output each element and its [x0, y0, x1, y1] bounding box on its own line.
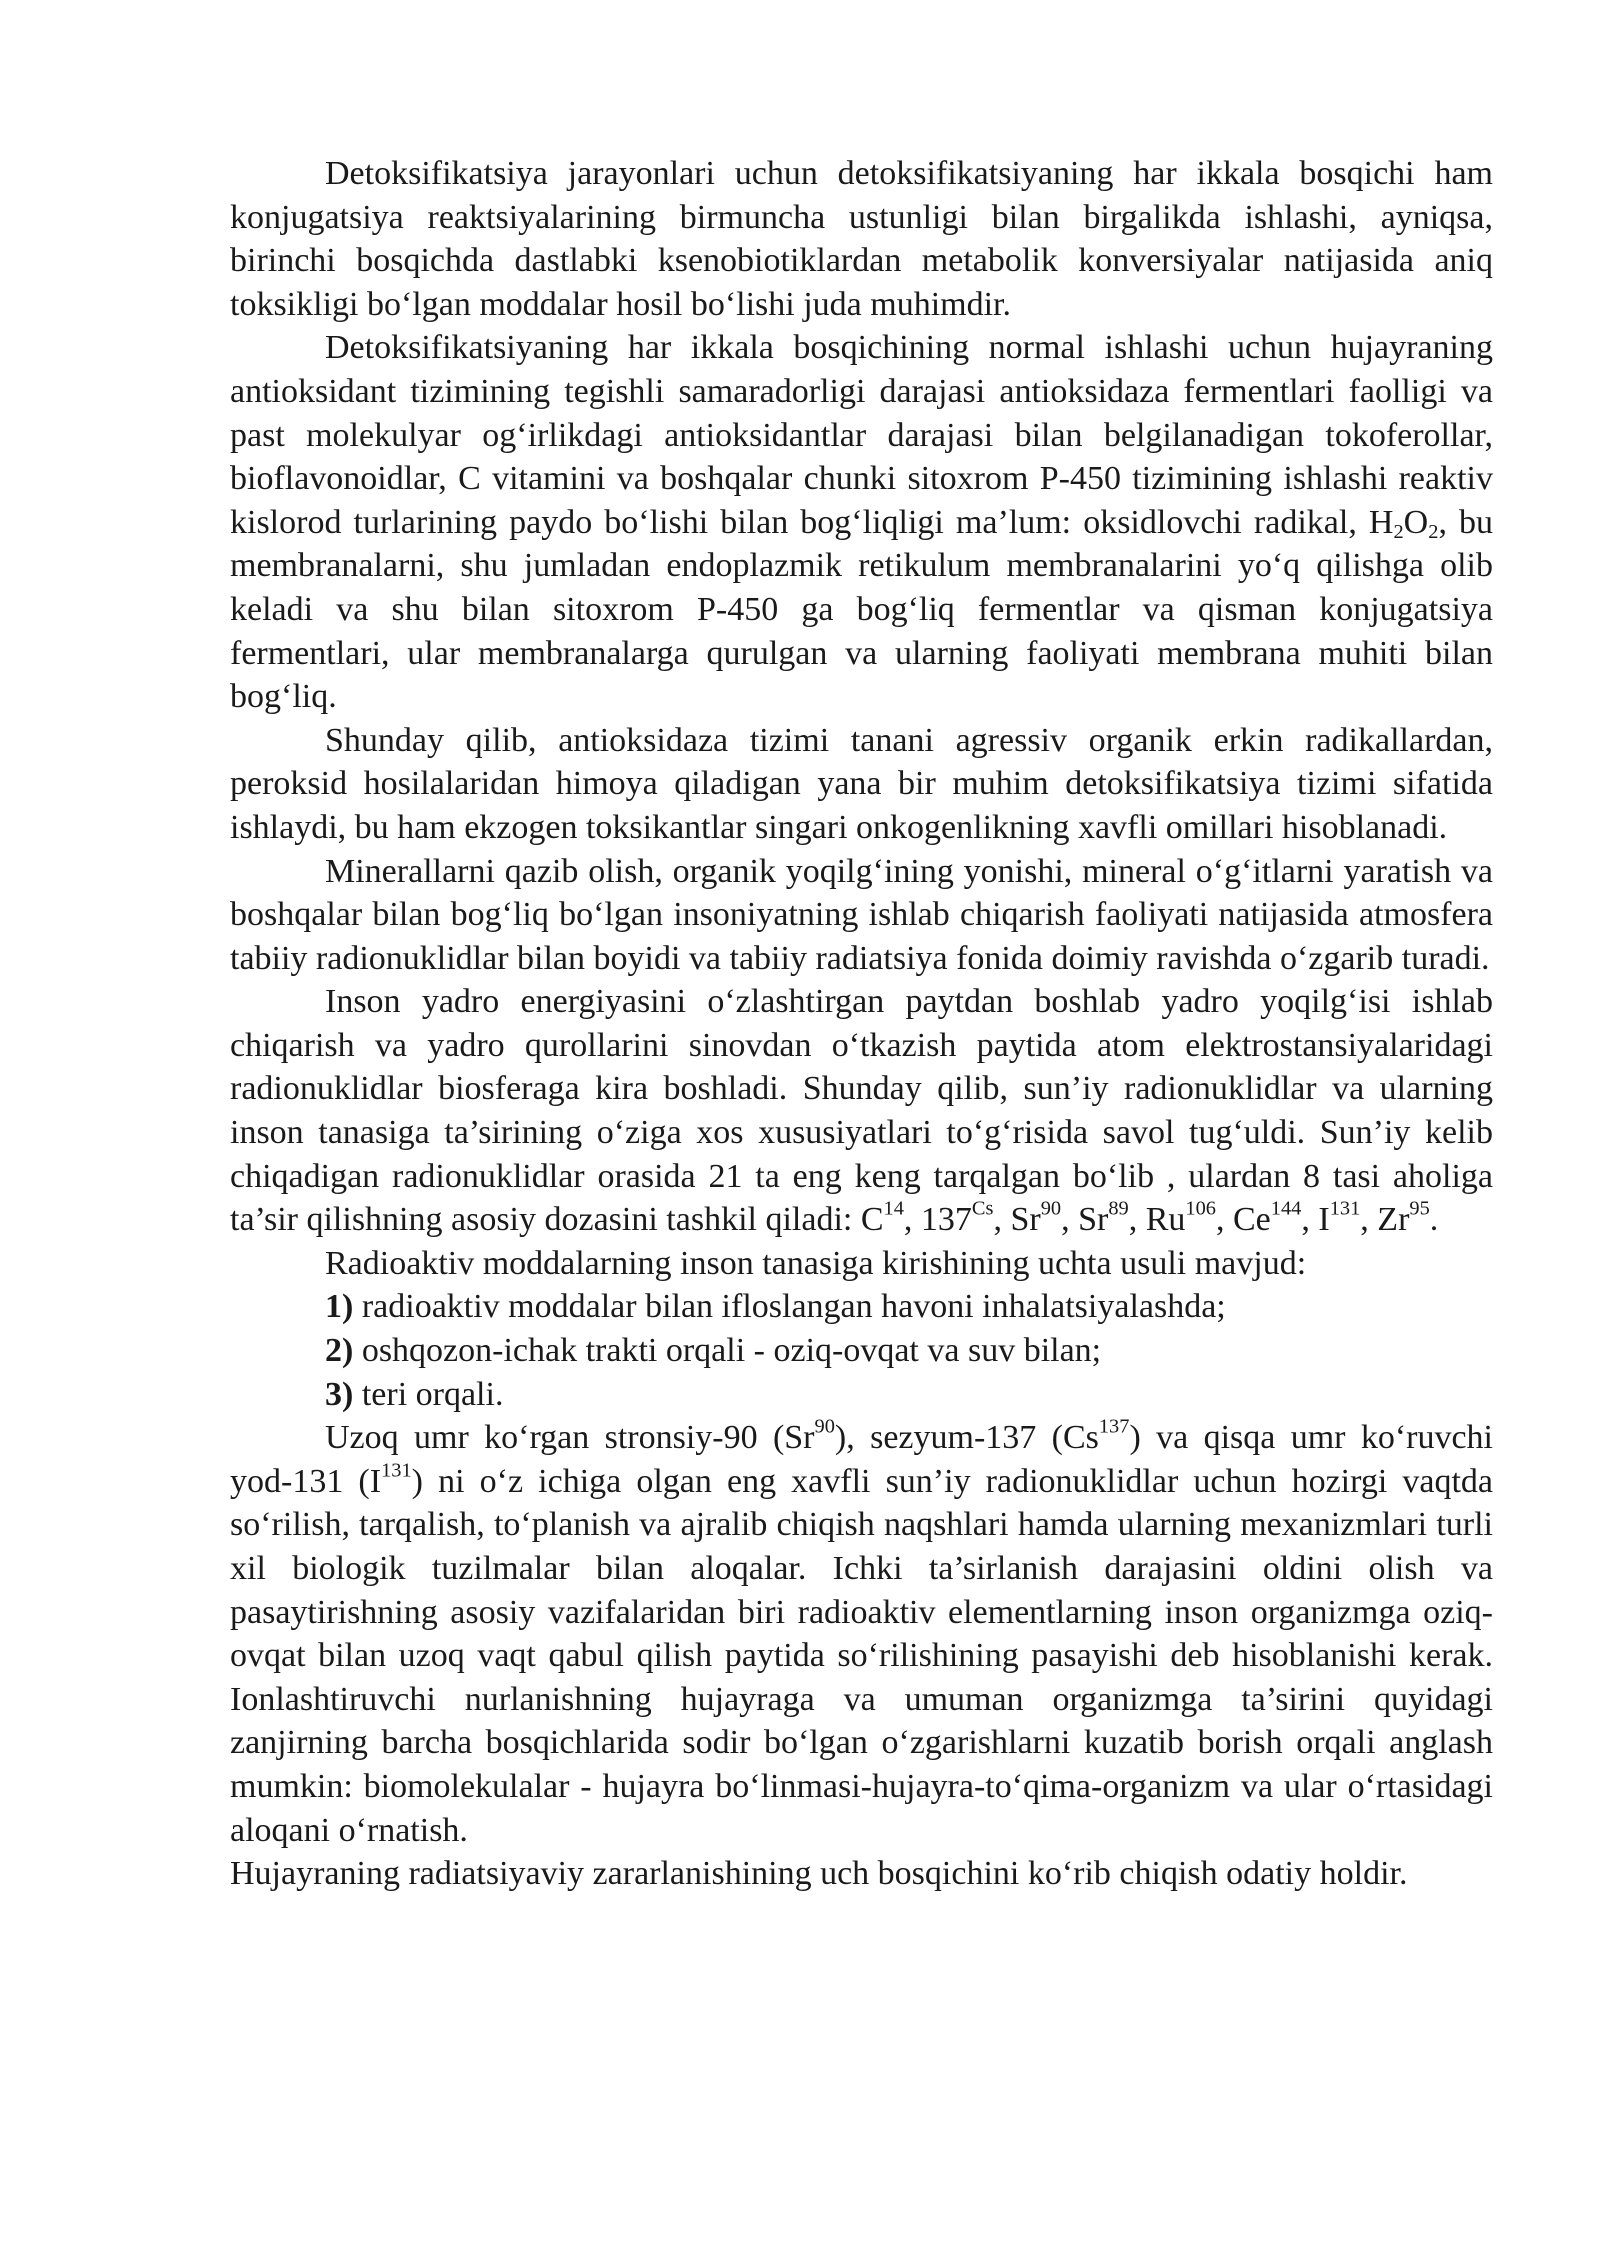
list-item-text: teri orqali.	[353, 1375, 504, 1413]
isotope-superscript: 106	[1185, 1197, 1216, 1220]
isotope-list	[860, 1197, 1439, 1239]
isotope-separator: ,	[1301, 1201, 1319, 1239]
isotope-superscript: 89	[1108, 1197, 1129, 1220]
text-segment: ) va qisqa umr koʻruvchi yod-131 (I	[230, 1419, 1493, 1500]
list-item-number: 3)	[325, 1375, 354, 1413]
isotope-superscript: 14	[883, 1197, 904, 1220]
superscript: 131	[381, 1459, 412, 1482]
paragraph-long-lived-radionuclides	[230, 1416, 1493, 1852]
isotope-separator: ,	[1360, 1201, 1378, 1239]
paragraph-artificial-radionuclides	[230, 980, 1493, 1242]
paragraph-antioxidase-protection: Shunday qilib, antioksidaza tizimi tanani agressiv organik erkin radikallardan, peroksid hosilalaridan himoya qiladigan yana bir muhim detoksifikatsiya tizimi sifatida ishlaydi, bu ham ekzogen toksikantlar singari onkogenlikning xavfli omillari hisoblanadi.	[230, 721, 1493, 846]
isotope-superscript: 95	[1409, 1197, 1430, 1220]
list-item-text: radioaktiv moddalar bilan ifloslangan havoni inhalatsiyalashda;	[353, 1288, 1226, 1326]
isotope-symbol: 137	[920, 1201, 972, 1239]
isotope-separator: ,	[903, 1201, 921, 1239]
list-item-number: 2)	[325, 1332, 354, 1370]
isotope-separator: ,	[1216, 1201, 1233, 1239]
isotope-symbol: C	[860, 1201, 884, 1239]
isotope-superscript: Cs	[971, 1197, 994, 1220]
isotope-symbol: I	[1318, 1201, 1330, 1239]
list-item	[230, 1329, 1493, 1373]
isotope-separator: ,	[1128, 1201, 1146, 1239]
list-item-text: oshqozon-ichak trakti orqali - oziq-ovqat va suv bilan;	[353, 1332, 1102, 1370]
subscript: 2	[1428, 520, 1439, 543]
text-segment: ), sezyum-137 (Cs	[834, 1419, 1099, 1457]
isotope-superscript: 144	[1270, 1197, 1302, 1220]
paragraph-entry-routes: Radioaktiv moddalarning inson tanasiga kirishining uchta usuli mavjud:	[325, 1244, 1307, 1282]
isotope-separator: ,	[1061, 1201, 1079, 1239]
isotope-symbol: Sr	[1078, 1201, 1109, 1239]
text-segment: , bu membranalarni, shu jumladan endoplazmik retikulum membranalarini yoʻq qilishga olib keladi va shu bilan sitoxrom P-450 ga bogʻliq fermentlar va qisman konjugatsiya fermentlari, ular membranalarga qurulgan va ularning faoliyati membrana muhiti bilan bogʻliq.	[230, 503, 1494, 716]
list-item-number: 1)	[325, 1288, 354, 1326]
paragraph-detoxification-stages: Detoksifikatsiya jarayonlari uchun detoksifikatsiyaning har ikkala bosqichi ham konjugatsiya reaktsiyalarining birmuncha ustunligi bilan birgalikda ishlashi, ayniqsa, birinchi bosqichda dastlabki ksenobiotiklardan metabolik konversiyalar natijasida aniq toksikligi boʻlgan moddalar hosil boʻlishi juda muhimdir.	[230, 155, 1493, 323]
superscript: 90	[814, 1415, 835, 1438]
isotope-separator: .	[1429, 1201, 1439, 1239]
paragraph-antioxidant-system	[230, 326, 1493, 718]
text-segment: Uzoq umr koʻrgan stronsiy-90 (Sr	[325, 1419, 815, 1457]
paragraph-natural-radionuclides: Minerallarni qazib olish, organik yoqilgʻining yonishi, mineral oʻgʻitlarni yaratish va boshqalar bilan bogʻliq boʻlgan insoniyatning ishlab chiqarish faoliyati natijasida atmosfera tabiiy radionuklidlar bilan boyidi va tabiiy radiatsiya fonida doimiy ravishda oʻzgarib turadi.	[230, 852, 1493, 977]
subscript: 2	[1393, 520, 1404, 543]
isotope-symbol: Sr	[1010, 1201, 1041, 1239]
text-segment: Inson yadro energiyasini oʻzlashtirgan paytdan boshlab yadro yoqilgʻisi ishlab chiqarish va yadro qurollarini sinovdan oʻtkazish paytida atom elektrostansiyalaridagi radionuklidlar biosferaga kira boshladi. Shunday qilib, sun’iy radionuklidlar va ularning inson tanasiga ta’sirining oʻziga xos xususiyatlari toʻgʻrisida savol tugʻuldi. Sun’iy kelib chiqadigan radionuklidlar orasida 21 ta eng keng tarqalgan boʻlib , ulardan 8 tasi aholiga ta’sir qilishning asosiy dozasini tashkil qiladi:	[230, 983, 1493, 1239]
isotope-symbol: Zr	[1377, 1201, 1410, 1239]
isotope-separator: ,	[993, 1201, 1011, 1239]
paragraph-radiation-damage-stages: Hujayraning radiatsiyaviy zararlanishining uch bosqichini koʻrib chiqish odatiy holdir.	[230, 1855, 1408, 1893]
isotope-superscript: 131	[1329, 1197, 1361, 1220]
isotope-symbol: Ce	[1233, 1201, 1271, 1239]
isotope-superscript: 90	[1040, 1197, 1062, 1220]
text-segment: Detoksifikatsiyaning har ikkala bosqichining normal ishlashi uchun hujayraning antioksidant tizimining tegishli samaradorligi darajasi antioksidaza fermentlari faolligi va past molekulyar ogʻirlikdagi antioksidantlar darajasi bilan belgilanadigan tokoferollar, bioflavonoidlar, C vitamini va boshqalar chunki sitoxrom P-450 tizimining ishlashi reaktiv kislorod turlarining paydo boʻlishi bilan bogʻliqligi ma’lum: oksidlovchi radikal, H	[230, 329, 1493, 541]
text-segment: ) ni oʻz ichiga olgan eng xavfli sun’iy radionuklidlar uchun hozirgi vaqtda soʻrilish, tarqalish, toʻplanish va ajralib chiqish naqshlari hamda ularning mexanizmlari turli xil biologik tuzilmalar bilan aloqalar. Ichki ta’sirlanish darajasini oldini olish va pasaytirishning asosiy vazifalaridan biri radioaktiv elementlarning inson organizmga oziq-ovqat bilan uzoq vaqt qabul qilish paytida soʻrilishining pasayishi deb hisoblanishi kerak. Ionlashtiruvchi nurlanishning hujayraga va umuman organizmga ta’sirini quyidagi zanjirning barcha bosqichlarida sodir boʻlgan oʻzgarishlarni kuzatib borish orqali anglash mumkin: biomolekulalar - hujayra boʻlinmasi-hujayra-toʻqima-organizm va ular oʻrtasidagi aloqani oʻrnatish.	[230, 1462, 1493, 1849]
text-segment: O	[1403, 503, 1429, 541]
list-item	[230, 1373, 1493, 1417]
isotope-symbol: Ru	[1145, 1201, 1186, 1239]
superscript: 137	[1098, 1415, 1130, 1438]
list-item	[230, 1285, 1493, 1329]
document-page	[230, 152, 1493, 1896]
